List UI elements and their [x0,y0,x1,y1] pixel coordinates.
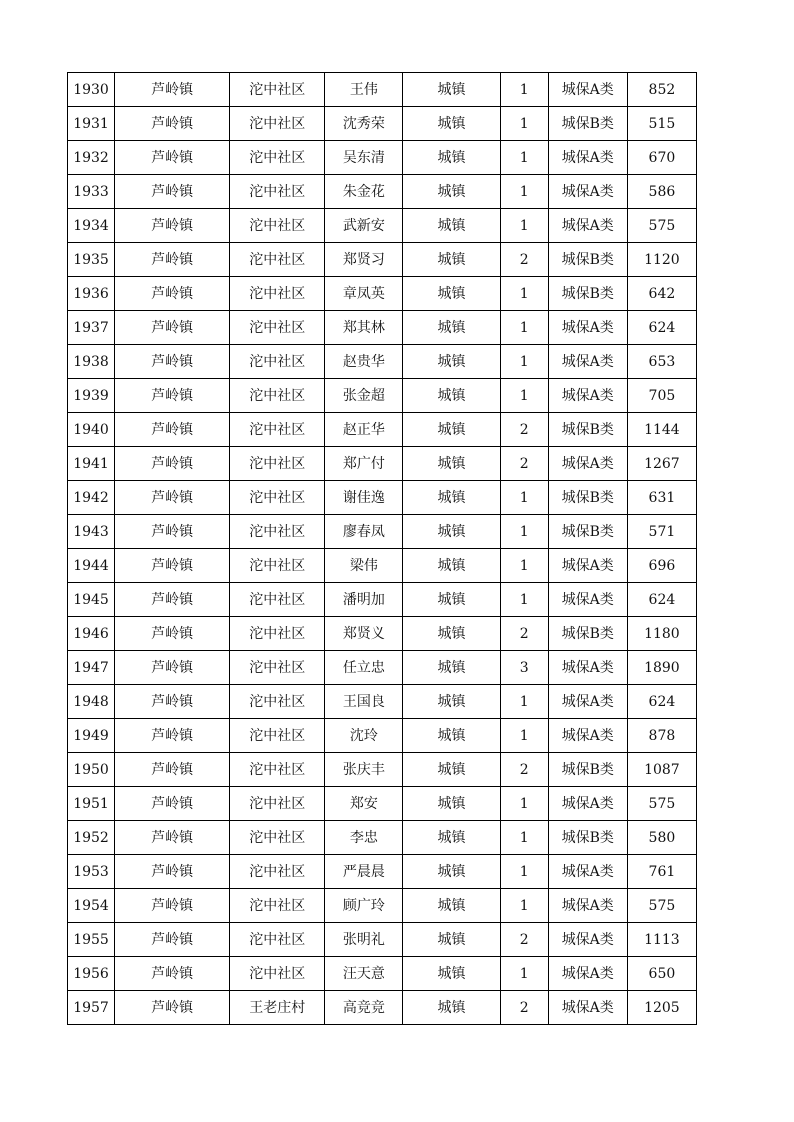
community-cell: 沱中社区 [230,549,325,583]
serial-number-cell: 1941 [68,447,115,481]
town-cell: 芦岭镇 [115,889,230,923]
serial-number-cell: 1932 [68,141,115,175]
category-cell: 城保A类 [548,719,627,753]
name-cell: 张金超 [325,379,403,413]
person-count-cell: 2 [500,617,548,651]
town-cell: 芦岭镇 [115,277,230,311]
town-cell: 芦岭镇 [115,549,230,583]
name-cell: 赵贵华 [325,345,403,379]
serial-number-cell: 1956 [68,957,115,991]
household-type-cell: 城镇 [403,175,500,209]
community-cell: 沱中社区 [230,685,325,719]
amount-cell: 696 [627,549,696,583]
category-cell: 城保A类 [548,991,627,1025]
community-cell: 沱中社区 [230,753,325,787]
person-count-cell: 1 [500,277,548,311]
category-cell: 城保A类 [548,855,627,889]
town-cell: 芦岭镇 [115,651,230,685]
person-count-cell: 1 [500,549,548,583]
name-cell: 郑安 [325,787,403,821]
category-cell: 城保B类 [548,413,627,447]
person-count-cell: 1 [500,685,548,719]
person-count-cell: 1 [500,957,548,991]
person-count-cell: 1 [500,209,548,243]
name-cell: 廖春凤 [325,515,403,549]
town-cell: 芦岭镇 [115,787,230,821]
community-cell: 沱中社区 [230,141,325,175]
town-cell: 芦岭镇 [115,855,230,889]
table-row [68,753,697,787]
town-cell: 芦岭镇 [115,243,230,277]
serial-number-cell: 1939 [68,379,115,413]
table-row [68,379,697,413]
amount-cell: 575 [627,209,696,243]
town-cell: 芦岭镇 [115,753,230,787]
serial-number-cell: 1938 [68,345,115,379]
town-cell: 芦岭镇 [115,821,230,855]
table-row [68,277,697,311]
household-type-cell: 城镇 [403,991,500,1025]
community-cell: 沱中社区 [230,243,325,277]
amount-cell: 705 [627,379,696,413]
community-cell: 沱中社区 [230,821,325,855]
community-cell: 沱中社区 [230,413,325,447]
serial-number-cell: 1947 [68,651,115,685]
amount-cell: 1087 [627,753,696,787]
community-cell: 沱中社区 [230,719,325,753]
serial-number-cell: 1935 [68,243,115,277]
person-count-cell: 1 [500,481,548,515]
serial-number-cell: 1931 [68,107,115,141]
category-cell: 城保B类 [548,515,627,549]
name-cell: 谢佳逸 [325,481,403,515]
amount-cell: 650 [627,957,696,991]
community-cell: 沱中社区 [230,787,325,821]
person-count-cell: 2 [500,447,548,481]
table-row [68,515,697,549]
table-row [68,889,697,923]
name-cell: 严晨晨 [325,855,403,889]
serial-number-cell: 1945 [68,583,115,617]
name-cell: 梁伟 [325,549,403,583]
town-cell: 芦岭镇 [115,583,230,617]
person-count-cell: 1 [500,73,548,107]
amount-cell: 624 [627,311,696,345]
town-cell: 芦岭镇 [115,73,230,107]
table-row [68,787,697,821]
community-cell: 沱中社区 [230,651,325,685]
amount-cell: 852 [627,73,696,107]
amount-cell: 670 [627,141,696,175]
town-cell: 芦岭镇 [115,481,230,515]
serial-number-cell: 1940 [68,413,115,447]
category-cell: 城保B类 [548,753,627,787]
person-count-cell: 1 [500,719,548,753]
name-cell: 郑贤义 [325,617,403,651]
table-row [68,821,697,855]
household-type-cell: 城镇 [403,413,500,447]
town-cell: 芦岭镇 [115,209,230,243]
table-row [68,345,697,379]
town-cell: 芦岭镇 [115,685,230,719]
household-type-cell: 城镇 [403,583,500,617]
community-cell: 沱中社区 [230,855,325,889]
person-count-cell: 1 [500,175,548,209]
household-type-cell: 城镇 [403,889,500,923]
table-row [68,107,697,141]
amount-cell: 624 [627,685,696,719]
amount-cell: 878 [627,719,696,753]
amount-cell: 761 [627,855,696,889]
community-cell: 沱中社区 [230,617,325,651]
town-cell: 芦岭镇 [115,311,230,345]
serial-number-cell: 1952 [68,821,115,855]
amount-cell: 1120 [627,243,696,277]
town-cell: 芦岭镇 [115,957,230,991]
person-count-cell: 1 [500,515,548,549]
table-row [68,447,697,481]
town-cell: 芦岭镇 [115,107,230,141]
category-cell: 城保B类 [548,617,627,651]
serial-number-cell: 1955 [68,923,115,957]
town-cell: 芦岭镇 [115,923,230,957]
person-count-cell: 3 [500,651,548,685]
community-cell: 沱中社区 [230,889,325,923]
serial-number-cell: 1948 [68,685,115,719]
community-cell: 沱中社区 [230,957,325,991]
category-cell: 城保A类 [548,583,627,617]
household-type-cell: 城镇 [403,481,500,515]
household-type-cell: 城镇 [403,277,500,311]
person-count-cell: 2 [500,991,548,1025]
table-row [68,549,697,583]
community-cell: 沱中社区 [230,345,325,379]
table-row [68,481,697,515]
category-cell: 城保A类 [548,345,627,379]
amount-cell: 586 [627,175,696,209]
category-cell: 城保A类 [548,549,627,583]
community-cell: 沱中社区 [230,311,325,345]
amount-cell: 571 [627,515,696,549]
amount-cell: 1144 [627,413,696,447]
name-cell: 李忠 [325,821,403,855]
serial-number-cell: 1949 [68,719,115,753]
name-cell: 郑广付 [325,447,403,481]
town-cell: 芦岭镇 [115,515,230,549]
name-cell: 王伟 [325,73,403,107]
amount-cell: 580 [627,821,696,855]
category-cell: 城保A类 [548,923,627,957]
category-cell: 城保A类 [548,379,627,413]
table-row [68,617,697,651]
table-row [68,73,697,107]
table-row [68,685,697,719]
name-cell: 郑贤习 [325,243,403,277]
household-type-cell: 城镇 [403,107,500,141]
household-type-cell: 城镇 [403,821,500,855]
household-type-cell: 城镇 [403,923,500,957]
category-cell: 城保A类 [548,787,627,821]
name-cell: 赵正华 [325,413,403,447]
household-type-cell: 城镇 [403,243,500,277]
household-type-cell: 城镇 [403,685,500,719]
name-cell: 任立忠 [325,651,403,685]
person-count-cell: 2 [500,923,548,957]
town-cell: 芦岭镇 [115,447,230,481]
person-count-cell: 1 [500,379,548,413]
name-cell: 沈秀荣 [325,107,403,141]
household-type-cell: 城镇 [403,787,500,821]
community-cell: 沱中社区 [230,73,325,107]
household-type-cell: 城镇 [403,515,500,549]
name-cell: 朱金花 [325,175,403,209]
person-count-cell: 2 [500,753,548,787]
community-cell: 沱中社区 [230,515,325,549]
community-cell: 沱中社区 [230,175,325,209]
category-cell: 城保B类 [548,481,627,515]
town-cell: 芦岭镇 [115,175,230,209]
table-row [68,175,697,209]
name-cell: 汪天意 [325,957,403,991]
amount-cell: 653 [627,345,696,379]
household-type-cell: 城镇 [403,379,500,413]
serial-number-cell: 1934 [68,209,115,243]
category-cell: 城保A类 [548,685,627,719]
household-type-cell: 城镇 [403,957,500,991]
serial-number-cell: 1930 [68,73,115,107]
community-cell: 沱中社区 [230,923,325,957]
name-cell: 潘明加 [325,583,403,617]
household-type-cell: 城镇 [403,719,500,753]
table-body [68,73,697,1025]
table-row [68,719,697,753]
person-count-cell: 1 [500,107,548,141]
name-cell: 吴东清 [325,141,403,175]
category-cell: 城保B类 [548,277,627,311]
town-cell: 芦岭镇 [115,345,230,379]
community-cell: 沱中社区 [230,379,325,413]
community-cell: 沱中社区 [230,481,325,515]
town-cell: 芦岭镇 [115,991,230,1025]
category-cell: 城保A类 [548,311,627,345]
table-row [68,141,697,175]
amount-cell: 1205 [627,991,696,1025]
amount-cell: 515 [627,107,696,141]
table-row [68,957,697,991]
town-cell: 芦岭镇 [115,413,230,447]
person-count-cell: 1 [500,311,548,345]
serial-number-cell: 1953 [68,855,115,889]
household-type-cell: 城镇 [403,209,500,243]
household-type-cell: 城镇 [403,447,500,481]
category-cell: 城保A类 [548,141,627,175]
household-type-cell: 城镇 [403,141,500,175]
person-count-cell: 1 [500,345,548,379]
table-row [68,583,697,617]
name-cell: 章凤英 [325,277,403,311]
name-cell: 高竞竞 [325,991,403,1025]
town-cell: 芦岭镇 [115,617,230,651]
table-row [68,855,697,889]
table-row [68,991,697,1025]
community-cell: 王老庄村 [230,991,325,1025]
category-cell: 城保A类 [548,889,627,923]
person-count-cell: 1 [500,821,548,855]
category-cell: 城保B类 [548,243,627,277]
person-count-cell: 1 [500,855,548,889]
category-cell: 城保A类 [548,957,627,991]
amount-cell: 624 [627,583,696,617]
serial-number-cell: 1950 [68,753,115,787]
name-cell: 顾广玲 [325,889,403,923]
serial-number-cell: 1942 [68,481,115,515]
household-type-cell: 城镇 [403,651,500,685]
amount-cell: 1180 [627,617,696,651]
category-cell: 城保A类 [548,73,627,107]
serial-number-cell: 1936 [68,277,115,311]
name-cell: 王国良 [325,685,403,719]
person-count-cell: 2 [500,243,548,277]
name-cell: 郑其林 [325,311,403,345]
serial-number-cell: 1954 [68,889,115,923]
serial-number-cell: 1943 [68,515,115,549]
table-row [68,243,697,277]
serial-number-cell: 1946 [68,617,115,651]
person-count-cell: 1 [500,889,548,923]
household-type-cell: 城镇 [403,549,500,583]
community-cell: 沱中社区 [230,277,325,311]
serial-number-cell: 1951 [68,787,115,821]
town-cell: 芦岭镇 [115,141,230,175]
household-type-cell: 城镇 [403,855,500,889]
town-cell: 芦岭镇 [115,379,230,413]
person-count-cell: 1 [500,141,548,175]
serial-number-cell: 1937 [68,311,115,345]
household-type-cell: 城镇 [403,73,500,107]
amount-cell: 575 [627,787,696,821]
household-type-cell: 城镇 [403,311,500,345]
amount-cell: 631 [627,481,696,515]
amount-cell: 1890 [627,651,696,685]
amount-cell: 1267 [627,447,696,481]
amount-cell: 575 [627,889,696,923]
category-cell: 城保A类 [548,447,627,481]
name-cell: 张庆丰 [325,753,403,787]
household-type-cell: 城镇 [403,617,500,651]
name-cell: 张明礼 [325,923,403,957]
serial-number-cell: 1933 [68,175,115,209]
person-count-cell: 1 [500,787,548,821]
table-row [68,413,697,447]
community-cell: 沱中社区 [230,107,325,141]
person-count-cell: 1 [500,583,548,617]
table-row [68,311,697,345]
category-cell: 城保A类 [548,209,627,243]
amount-cell: 642 [627,277,696,311]
table-row [68,923,697,957]
community-cell: 沱中社区 [230,447,325,481]
table-row [68,651,697,685]
serial-number-cell: 1957 [68,991,115,1025]
category-cell: 城保B类 [548,821,627,855]
person-count-cell: 2 [500,413,548,447]
subsidy-roster-table [67,72,697,1025]
category-cell: 城保B类 [548,107,627,141]
serial-number-cell: 1944 [68,549,115,583]
community-cell: 沱中社区 [230,583,325,617]
household-type-cell: 城镇 [403,753,500,787]
town-cell: 芦岭镇 [115,719,230,753]
name-cell: 沈玲 [325,719,403,753]
household-type-cell: 城镇 [403,345,500,379]
name-cell: 武新安 [325,209,403,243]
amount-cell: 1113 [627,923,696,957]
table-row [68,209,697,243]
category-cell: 城保A类 [548,651,627,685]
community-cell: 沱中社区 [230,209,325,243]
category-cell: 城保A类 [548,175,627,209]
